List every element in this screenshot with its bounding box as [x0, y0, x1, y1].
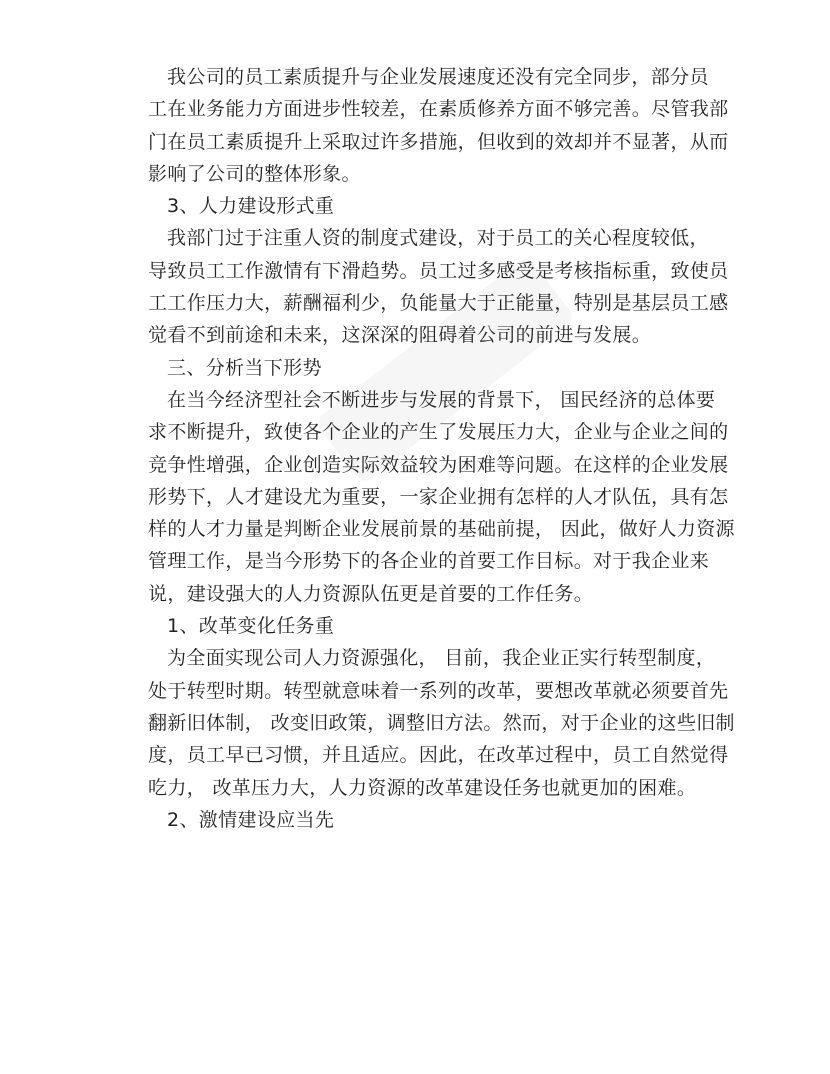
text-line: 我部门过于注重人资的制度式建设，对于员工的关心程度较低， [167, 227, 709, 250]
text-line: 影响了公司的整体形象。 [148, 162, 361, 185]
text-line: 导致员工工作激情有下滑趋势。员工过多感受是考核指标重，致使员 [148, 259, 729, 282]
text-line: 工在业务能力方面进步性较差，在素质修养方面不够完善。尽管我部 [148, 98, 729, 121]
section-heading: 三、分析当下形势 [167, 356, 322, 379]
section-heading: 1、改革变化任务重 [167, 615, 335, 638]
text-line: 工工作压力大，薪酬福利少，负能量大于正能量，特别是基层员工感 [148, 292, 729, 315]
text-line: 管理工作，是当今形势下的各企业的首要工作目标。对于我企业来 [148, 550, 710, 573]
text-line: 度，员工早已习惯，并且适应。因此，在改革过程中，员工自然觉得 [148, 744, 729, 767]
text-line: 处于转型时期。转型就意味着一系列的改革，要想改革就必须要首先 [148, 679, 729, 702]
text-line: 样的人才力量是判断企业发展前景的基础前提， 因此，做好人力资源 [148, 518, 735, 541]
text-line: 在当今经济型社会不断进步与发展的背景下， 国民经济的总体要 [167, 388, 716, 411]
text-line: 说，建设强大的人力资源队伍更是首要的工作任务。 [148, 582, 594, 605]
text-line: 吃力， 改革压力大，人力资源的改革建设任务也就更加的困难。 [148, 776, 697, 799]
text-line: 形势下，人才建设尤为重要，一家企业拥有怎样的人才队伍，具有怎 [148, 485, 729, 508]
text-line: 翻新旧体制， 改变旧政策，调整旧方法。然而，对于企业的这些旧制 [148, 711, 735, 734]
text-line: 我公司的员工素质提升与企业发展速度还没有完全同步，部分员 [167, 66, 709, 88]
section-heading: 2、激情建设应当先 [167, 808, 335, 831]
text-line: 求不断提升，致使各个企业的产生了发展压力大，企业与企业之间的 [148, 421, 729, 444]
text-line: 觉看不到前途和未来，这深深的阻碍着公司的前进与发展。 [148, 324, 652, 347]
text-line: 门在员工素质提升上采取过许多措施，但收到的效却并不显著，从而 [148, 130, 729, 153]
section-heading: 3、人力建设形式重 [167, 195, 335, 218]
text-line: 为全面实现公司人力资源强化， 目前，我企业正实行转型制度， [167, 647, 716, 670]
document-body [148, 61, 735, 836]
text-line: 竞争性增强，企业创造实际效益较为困难等问题。在这样的企业发展 [148, 453, 729, 476]
